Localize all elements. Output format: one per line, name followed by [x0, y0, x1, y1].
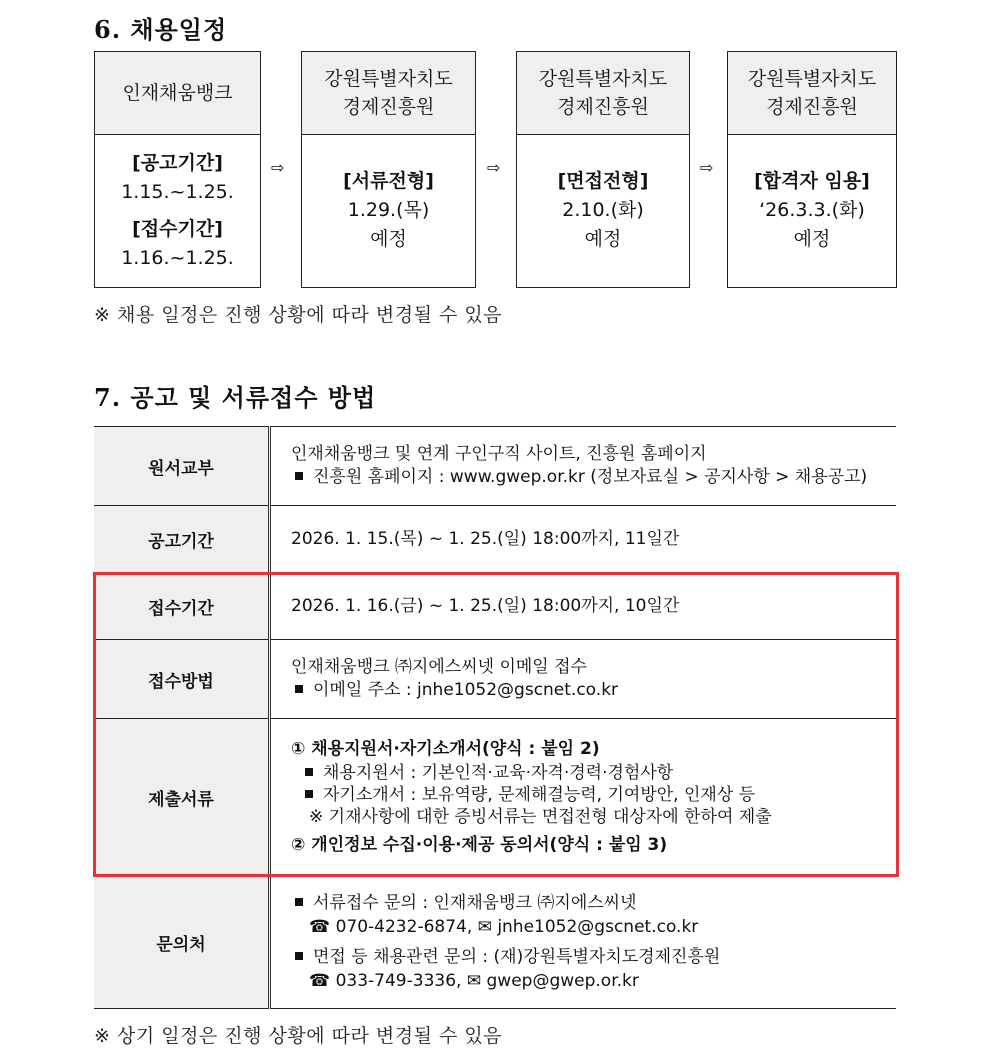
step-label: [공고기간]	[132, 151, 223, 174]
step-body	[517, 134, 689, 287]
arrow-icon: ⇨	[271, 158, 285, 177]
step-body	[302, 134, 475, 287]
table-row	[94, 876, 896, 1009]
step-header-line: 경제진흥원	[766, 96, 858, 118]
value-line	[291, 679, 895, 702]
bottom-note: ※ 상기 일정은 진행 상황에 따라 변경될 수 있음	[94, 1025, 503, 1047]
mail-icon: ✉	[477, 917, 492, 937]
step-note: 예정	[370, 228, 407, 250]
document-item: ① 채용지원서·자기소개서(양식 : 붙임 2)	[291, 739, 600, 759]
row-value	[270, 876, 897, 1009]
step-date: 1.29.(목)	[347, 199, 430, 221]
website-text: 진흥원 홈페이지 : www.gwep.or.kr (정보자료실 > 공지사항 > 채용공고)	[313, 467, 868, 487]
contact-detail	[291, 969, 895, 993]
contact-detail	[291, 915, 895, 939]
bullet-icon	[295, 472, 303, 480]
row-value: 2026. 1. 15.(목) ~ 1. 25.(일) 18:00까지, 11일간	[270, 506, 897, 573]
step-label: [합격자 임용]	[754, 170, 870, 192]
email-text: 이메일 주소 : jnhe1052@gscnet.co.kr	[313, 680, 619, 700]
row-label: 공고기간	[94, 506, 270, 573]
mail-icon: ✉	[466, 971, 482, 991]
step-header-line: 경제진흥원	[342, 96, 435, 118]
row-value: 2026. 1. 16.(금) ~ 1. 25.(일) 18:00까지, 10일간	[270, 573, 897, 640]
row-value	[270, 719, 897, 876]
table-row	[94, 573, 896, 640]
schedule-step-2	[301, 51, 476, 288]
document-sub	[291, 784, 895, 806]
table-row	[94, 427, 896, 506]
step-header-line: 강원특별자치도	[324, 68, 453, 90]
arrow-icon: ⇨	[700, 158, 714, 177]
step-header	[95, 52, 260, 135]
step-date: 1.16.~1.25.	[121, 246, 234, 269]
email-address: jnhe1052@gscnet.co.kr	[497, 917, 699, 937]
phone-icon: ☎	[309, 917, 331, 937]
value-line: 인재채움뱅크 ㈜지에스씨넷 이메일 접수	[291, 657, 587, 677]
phone-number: 033-749-3336,	[335, 971, 462, 991]
schedule-step-4	[727, 51, 897, 288]
row-value	[270, 427, 897, 506]
contact-line	[291, 891, 895, 915]
row-label: 접수방법	[94, 640, 270, 719]
row-label: 원서교부	[94, 427, 270, 506]
step-body	[728, 134, 896, 287]
contact-line	[291, 945, 895, 969]
application-table	[94, 426, 896, 1009]
value-line: 인재채움뱅크 및 연계 구인구직 사이트, 진흥원 홈페이지	[291, 444, 707, 464]
table-row	[94, 640, 896, 719]
step-header-line: 경제진흥원	[557, 96, 649, 118]
step-label: [서류전형]	[343, 170, 434, 192]
step-note: 예정	[584, 228, 622, 250]
step-body	[95, 134, 260, 287]
schedule-step-3	[516, 51, 690, 288]
email-address: gwep@gwep.or.kr	[486, 971, 639, 991]
section7-title: 7. 공고 및 서류접수 방법	[94, 383, 377, 412]
row-value	[270, 640, 897, 719]
document-sub	[291, 762, 895, 784]
bullet-icon	[305, 790, 313, 798]
document-item: ② 개인정보 수집·이용·제공 동의서(양식 : 붙임 3)	[291, 835, 668, 855]
arrow-icon: ⇨	[487, 158, 501, 177]
bullet-icon	[295, 952, 303, 960]
bullet-icon	[305, 768, 313, 776]
section6-title: 6. 채용일정	[94, 15, 228, 44]
phone-icon: ☎	[309, 971, 331, 991]
contact-text: 면접 등 채용관련 문의 : (재)강원특별자치도경제진흥원	[313, 947, 721, 967]
step-header	[728, 52, 896, 135]
schedule-step-1	[94, 51, 261, 288]
schedule-note: ※ 채용 일정은 진행 상황에 따라 변경될 수 있음	[94, 304, 503, 326]
table-row	[94, 506, 896, 573]
row-label: 문의처	[94, 876, 270, 1009]
step-label: [접수기간]	[132, 217, 223, 240]
row-label: 제출서류	[94, 719, 270, 876]
step-header-line: 강원특별자치도	[538, 68, 668, 90]
document-sub: ※ 기재사항에 대한 증빙서류는 면접전형 대상자에 한하여 제출	[309, 807, 772, 827]
phone-number: 070-4232-6874,	[335, 917, 473, 937]
row-label: 접수기간	[94, 573, 270, 640]
step-date: 1.15.~1.25.	[121, 180, 234, 203]
bullet-icon	[295, 898, 303, 906]
step-header-line: 강원특별자치도	[747, 68, 877, 90]
bullet-icon	[295, 685, 303, 693]
step-header	[302, 52, 475, 135]
table-row	[94, 719, 896, 876]
document-sub-text: 채용지원서 : 기본인적·교육·자격·경력·경험사항	[323, 763, 674, 783]
contact-text: 서류접수 문의 : 인재채움뱅크 ㈜지에스씨넷	[313, 893, 637, 913]
step-header	[517, 52, 689, 135]
document-sub-text: 자기소개서 : 보유역량, 문제해결능력, 기여방안, 인재상 등	[323, 785, 756, 805]
step-note: 예정	[793, 228, 831, 250]
step-date: ‘26.3.3.(화)	[759, 199, 865, 221]
step-header-line: 인재채움뱅크	[122, 82, 233, 104]
step-label: [면접전형]	[557, 170, 649, 192]
value-line	[291, 466, 895, 489]
step-date: 2.10.(화)	[562, 199, 644, 221]
